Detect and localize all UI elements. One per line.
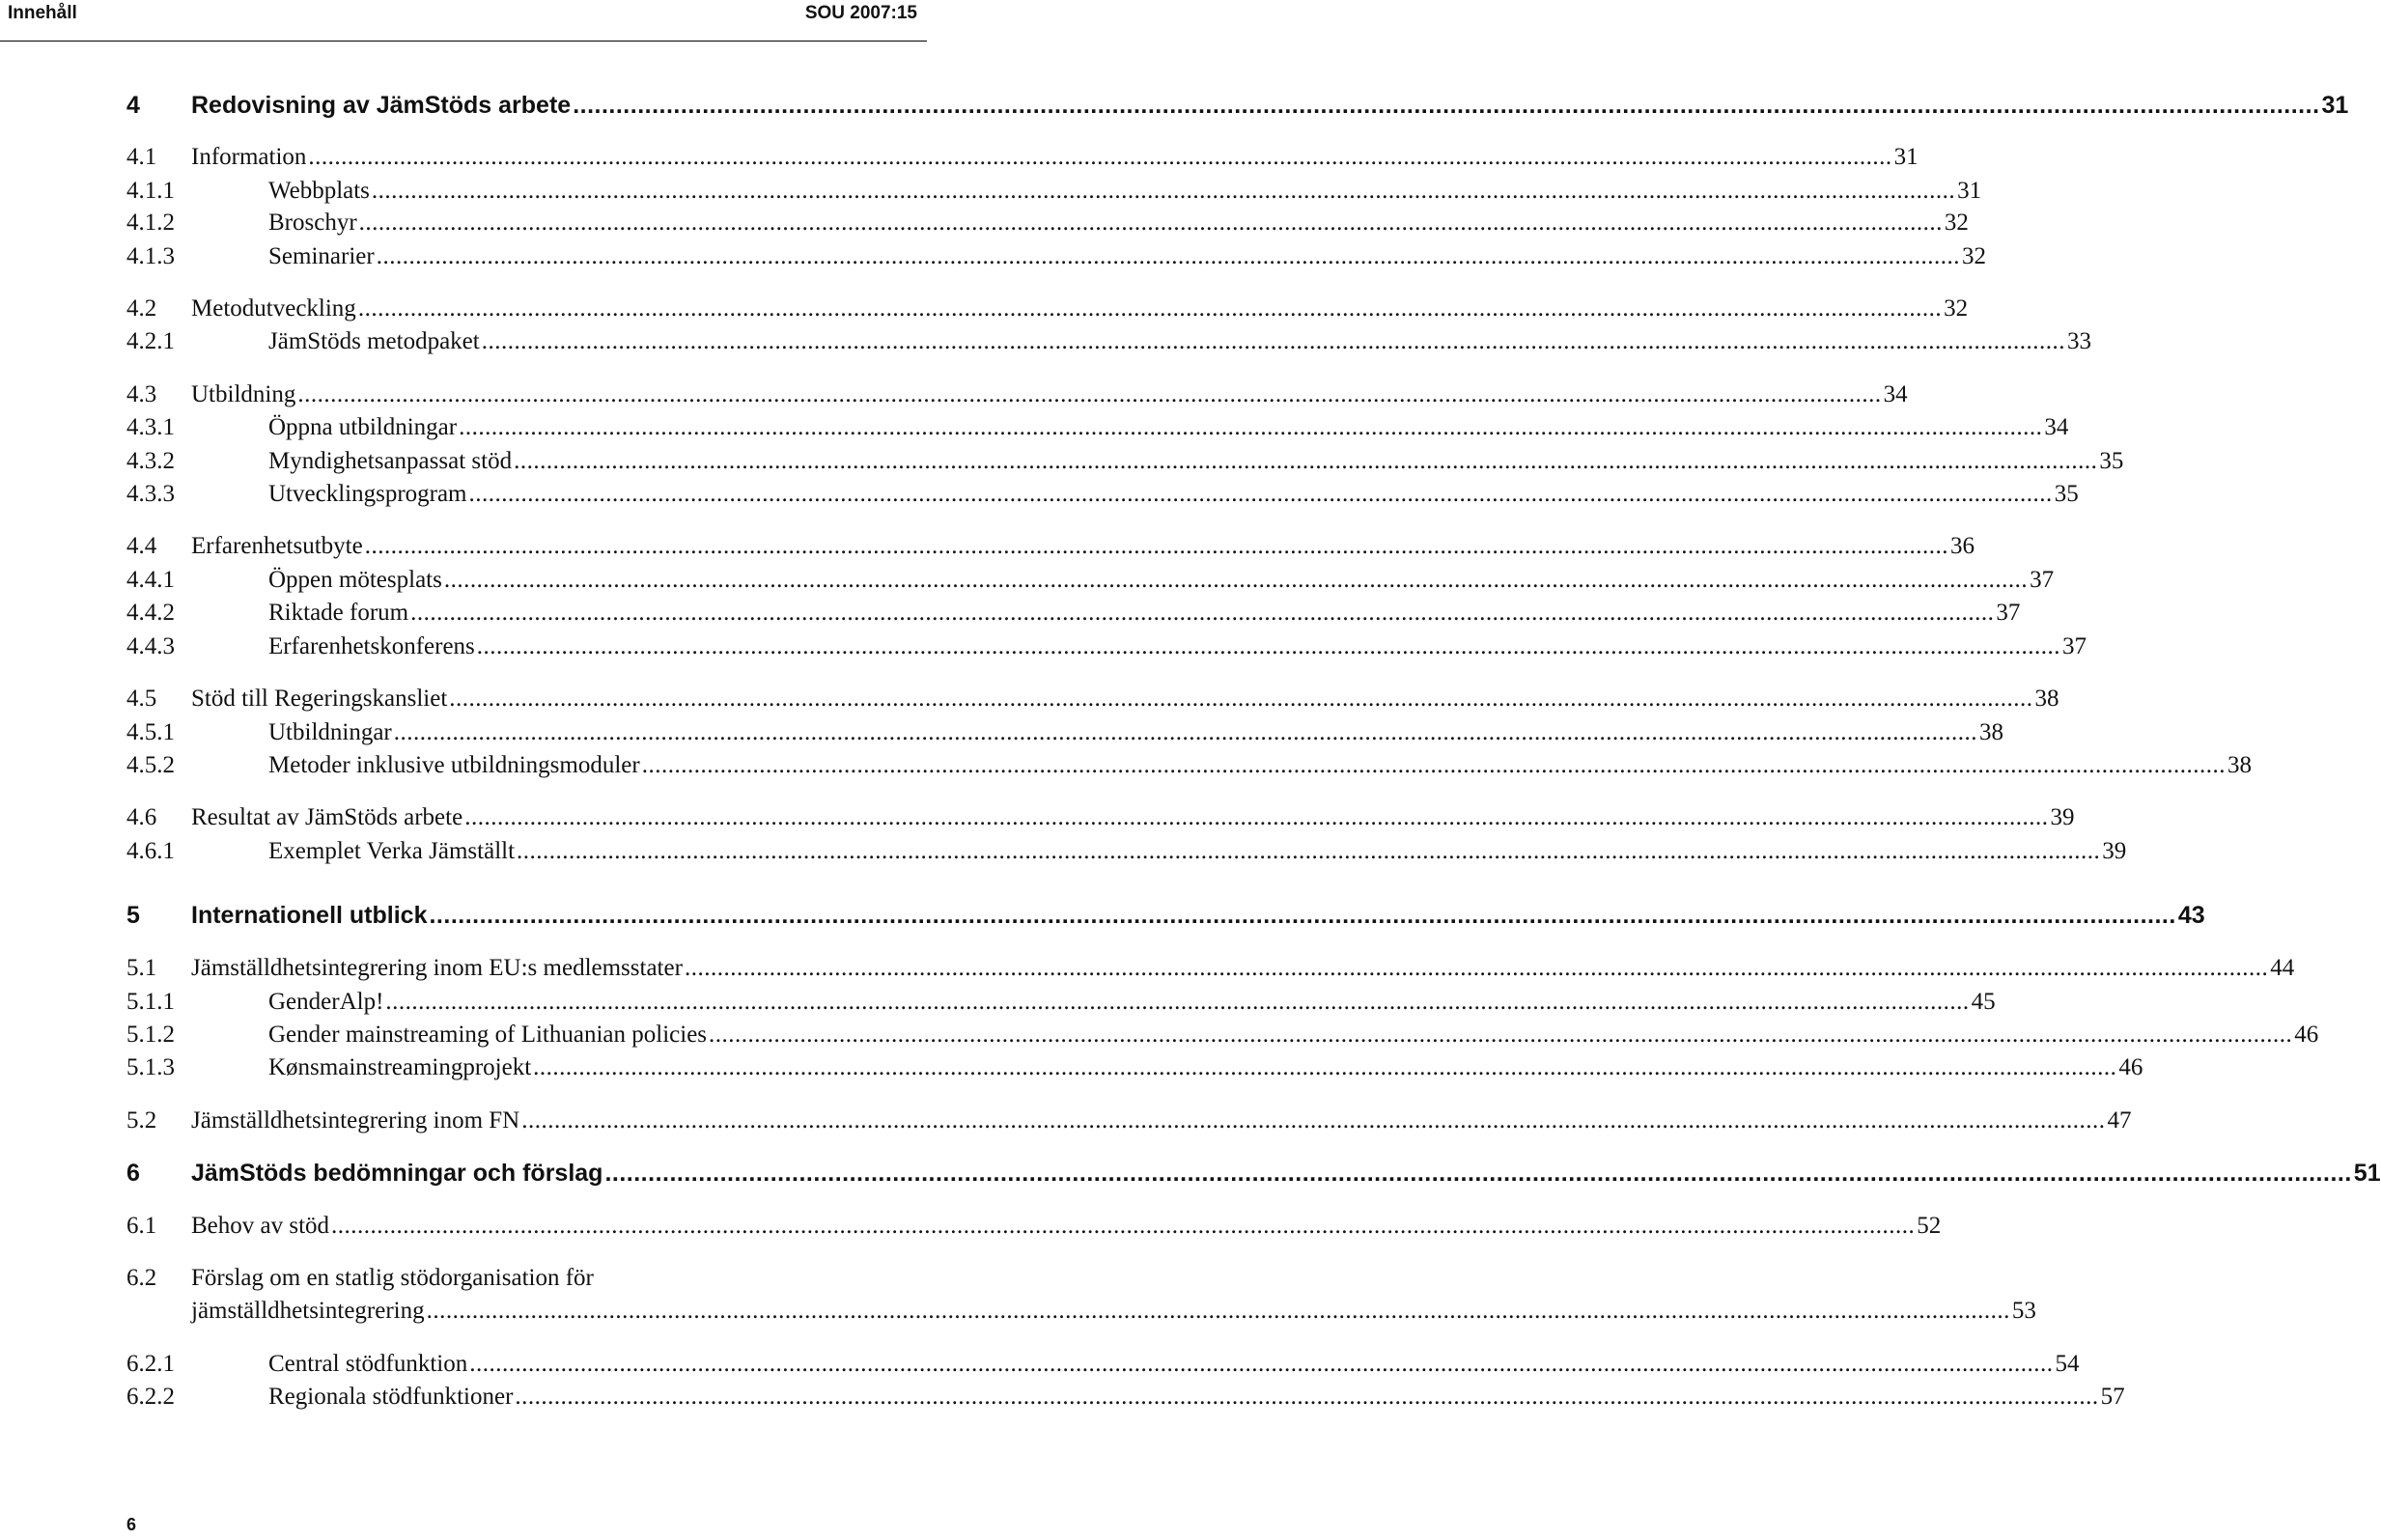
- toc-entry-page: 31: [1957, 178, 1982, 204]
- toc-entry-page: 32: [1944, 210, 1969, 236]
- toc-entry-number: 4.1: [126, 144, 157, 170]
- toc-entry-page: 43: [2177, 902, 2205, 929]
- toc-entry-number: 4.2: [126, 295, 157, 322]
- toc-entry-title: Metoder inklusive utbildningsmoduler: [268, 752, 640, 778]
- toc-entry-page: 37: [2030, 567, 2055, 593]
- toc-entry-title: JämStöds bedömningar och förslag: [191, 1160, 603, 1187]
- page-number: 6: [126, 1515, 137, 1534]
- toc-leader-dots: [464, 801, 2048, 834]
- toc-entry-number: 5.1.3: [126, 1054, 175, 1080]
- toc-entry-title: Förslag om en statlig stödorganisation för: [191, 1265, 594, 1291]
- toc-entry-number: 4.4: [126, 533, 157, 559]
- toc-entry-title: Erfarenhetskonferens: [268, 633, 475, 659]
- toc-entry-number: 5.1.1: [126, 989, 175, 1015]
- toc-leader-dots: [365, 530, 1948, 563]
- toc-entry-number: 6.1: [126, 1213, 157, 1239]
- toc-entry-number: 4.2.1: [126, 328, 175, 354]
- toc-entry[interactable]: [126, 378, 1908, 411]
- toc-entry-title: Regionala stödfunktioner: [268, 1384, 514, 1410]
- header-rule: [0, 41, 927, 42]
- toc-leader-dots: [685, 952, 2268, 985]
- toc-entry-title: Exemplet Verka Jämställt: [268, 838, 516, 864]
- toc-entry[interactable]: [126, 716, 2004, 749]
- toc-entry-number: 4.1.2: [126, 210, 175, 236]
- toc-entry-page: 44: [2270, 955, 2295, 981]
- toc-entry-title: Myndighetsanpassat stöd: [268, 448, 513, 474]
- toc-entry[interactable]: [126, 411, 2069, 444]
- toc-leader-dots: [377, 240, 1960, 273]
- toc-entry[interactable]: [126, 89, 2349, 122]
- toc-leader-dots: [429, 899, 2175, 932]
- toc-entry-title: Riktade forum: [268, 600, 409, 626]
- toc-entry-page: 57: [2100, 1384, 2125, 1410]
- toc-entry[interactable]: [126, 175, 1982, 208]
- toc-leader-dots: [517, 835, 2100, 868]
- toc-entry-number: 6.2: [126, 1265, 157, 1291]
- toc-entry-number: 4.5: [126, 686, 157, 712]
- toc-entry-title: Erfarenhetsutbyte: [191, 533, 363, 559]
- toc-entry[interactable]: [126, 835, 2127, 868]
- toc-entry[interactable]: [126, 899, 2205, 932]
- toc-leader-dots: [533, 1051, 2116, 1084]
- toc-entry[interactable]: [126, 1105, 2132, 1137]
- toc-entry-number: 4.4.1: [126, 567, 175, 593]
- toc-leader-dots: [385, 986, 1969, 1019]
- toc-entry-number: 4.4.3: [126, 633, 175, 659]
- toc-entry-page: 35: [2054, 481, 2079, 507]
- toc-entry-page: 51: [2353, 1160, 2381, 1187]
- toc-leader-dots: [331, 1210, 1915, 1243]
- toc-entry[interactable]: [126, 141, 1919, 174]
- toc-entry[interactable]: [126, 749, 2252, 782]
- toc-entry-title: Metodutveckling: [191, 295, 356, 322]
- toc-entry-number: 4.4.2: [126, 600, 175, 626]
- toc-entry[interactable]: [126, 564, 2055, 597]
- toc-entry-number: 4.3.3: [126, 481, 175, 507]
- toc-entry[interactable]: [126, 1157, 2381, 1190]
- toc-entry-number: 4.6: [126, 804, 157, 830]
- toc-entry[interactable]: [126, 1051, 2143, 1084]
- toc-entry[interactable]: [126, 325, 2091, 358]
- toc-entry-number: 5.1.2: [126, 1022, 175, 1048]
- toc-entry-page: 38: [2227, 752, 2252, 778]
- toc-entry-title: Webbplats: [268, 178, 370, 204]
- toc-entry[interactable]: [126, 597, 2021, 630]
- toc-leader-dots: [642, 749, 2226, 782]
- toc-leader-dots: [469, 478, 2053, 511]
- toc-entry[interactable]: [126, 293, 1969, 325]
- toc-entry[interactable]: [126, 1210, 1942, 1243]
- toc-leader-dots: [573, 89, 2319, 122]
- running-header-section: Innehåll: [8, 3, 77, 23]
- toc-entry-title: Redovisning av JämStöds arbete: [191, 92, 572, 119]
- toc-entry[interactable]: [126, 530, 1975, 563]
- toc-leader-dots: [477, 630, 2060, 663]
- toc-entry-number: 6: [126, 1160, 140, 1187]
- toc-entry[interactable]: [126, 1381, 2125, 1414]
- toc-entry-page: 54: [2055, 1351, 2080, 1377]
- toc-leader-dots: [469, 1348, 2053, 1381]
- toc-entry-page: 38: [2034, 686, 2059, 712]
- toc-leader-dots: [359, 207, 1943, 239]
- toc-entry-number: 4.1.1: [126, 178, 175, 204]
- toc-entry-page: 31: [2321, 92, 2349, 119]
- toc-leader-dots: [521, 1105, 2105, 1137]
- toc-entry-number: 5.1: [126, 955, 157, 981]
- toc-entry-title: Stöd till Regeringskansliet: [191, 686, 448, 712]
- toc-entry-page: 37: [1996, 600, 2021, 626]
- toc-entry-title: Central stödfunktion: [268, 1351, 468, 1377]
- toc-entry-number: 4.1.3: [126, 243, 175, 269]
- toc-entry-page: 32: [1944, 295, 1969, 322]
- toc-entry-title: Information: [191, 144, 307, 170]
- toc-entry-page: 52: [1917, 1213, 1942, 1239]
- toc-entry-title: Resultat av JämStöds arbete: [191, 804, 463, 830]
- toc-entry-title: Jämställdhetsintegrering inom FN: [191, 1107, 520, 1134]
- toc-leader-dots: [372, 175, 1955, 208]
- toc-leader-dots: [604, 1157, 2351, 1190]
- toc-entry-number: 5: [126, 902, 140, 929]
- toc-entry[interactable]: [126, 240, 1986, 273]
- toc-entry-number: 4: [126, 92, 140, 119]
- toc-entry[interactable]: [126, 952, 2295, 985]
- toc-entry-title: Behov av stöd: [191, 1213, 330, 1239]
- toc-entry[interactable]: [126, 986, 1996, 1019]
- toc-leader-dots: [308, 141, 1891, 174]
- toc-entry-page: 38: [1979, 719, 2004, 745]
- toc-entry-page: 37: [2062, 633, 2087, 659]
- toc-entry-page: 53: [2011, 1298, 2036, 1324]
- toc-entry-page: 47: [2107, 1107, 2132, 1134]
- toc-entry-page: 46: [2294, 1022, 2319, 1048]
- toc-entry-title: Gender mainstreaming of Lithuanian policies: [268, 1022, 708, 1048]
- toc-entry[interactable]: [126, 801, 2075, 834]
- toc-entry-page: 35: [2099, 448, 2124, 474]
- toc-entry-title: GenderAlp!: [268, 989, 384, 1015]
- toc-entry-title: jämställdhetsintegrering: [191, 1298, 425, 1324]
- toc-entry-page: 33: [2066, 328, 2091, 354]
- toc-entry-page: 39: [2102, 838, 2127, 864]
- toc-entry-number: 4.5.2: [126, 752, 175, 778]
- toc-entry[interactable]: [126, 1262, 2036, 1328]
- toc-leader-dots: [358, 293, 1942, 325]
- toc-entry-number: 4.3.1: [126, 414, 175, 440]
- toc-entry-title: Utvecklingsprogram: [268, 481, 467, 507]
- toc-entry[interactable]: [126, 207, 1969, 239]
- toc-leader-dots: [449, 683, 2032, 715]
- toc-entry-number: 4.3: [126, 381, 157, 407]
- toc-leader-dots: [297, 378, 1881, 411]
- toc-entry[interactable]: [126, 445, 2124, 478]
- toc-leader-dots: [427, 1295, 2010, 1328]
- toc-entry-page: 34: [2044, 414, 2069, 440]
- toc-entry-number: 4.6.1: [126, 838, 175, 864]
- toc-entry-title: Kønsmainstreamingprojekt: [268, 1054, 532, 1080]
- toc-entry[interactable]: [126, 1348, 2080, 1381]
- toc-entry-page: 34: [1883, 381, 1908, 407]
- toc-entry-title: Öppen mötesplats: [268, 567, 442, 593]
- toc-leader-dots: [459, 411, 2042, 444]
- toc-entry-title: Seminarier: [268, 243, 375, 269]
- toc-leader-dots: [444, 564, 2028, 597]
- toc-entry-title: Internationell utblick: [191, 902, 428, 929]
- toc-entry-number: 4.5.1: [126, 719, 175, 745]
- toc-leader-dots: [482, 325, 2065, 358]
- toc-entry[interactable]: [126, 478, 2079, 511]
- running-header-document: SOU 2007:15: [804, 3, 917, 23]
- toc-leader-dots: [394, 716, 1977, 749]
- toc-entry-page: 32: [1961, 243, 1986, 269]
- toc-leader-dots: [514, 445, 2097, 478]
- toc-entry-page: 45: [1971, 989, 1996, 1015]
- toc-entry-title: Öppna utbildningar: [268, 414, 458, 440]
- toc-entry-title: Jämställdhetsintegrering inom EU:s medlemsstater: [191, 955, 683, 981]
- toc-entry-number: 5.2: [126, 1107, 157, 1134]
- toc-entry-title: Utbildningar: [268, 719, 392, 745]
- toc-entry-page: 46: [2118, 1054, 2143, 1080]
- toc-entry-number: 6.2.2: [126, 1384, 175, 1410]
- toc-leader-dots: [515, 1381, 2098, 1414]
- toc-entry-title: Broschyr: [268, 210, 357, 236]
- toc-entry-number: 6.2.1: [126, 1351, 175, 1377]
- toc-entry-page: 31: [1893, 144, 1919, 170]
- toc-entry-page: 36: [1949, 533, 1975, 559]
- toc-entry-number: 4.3.2: [126, 448, 175, 474]
- toc-entry[interactable]: [126, 683, 2059, 715]
- toc-entry[interactable]: [126, 1019, 2319, 1051]
- toc-entry-title: JämStöds metodpaket: [268, 328, 480, 354]
- toc-entry-page: 39: [2050, 804, 2075, 830]
- toc-leader-dots: [709, 1019, 2292, 1051]
- toc-entry-title: Utbildning: [191, 381, 296, 407]
- toc-leader-dots: [410, 597, 1994, 630]
- toc-entry[interactable]: [126, 630, 2087, 663]
